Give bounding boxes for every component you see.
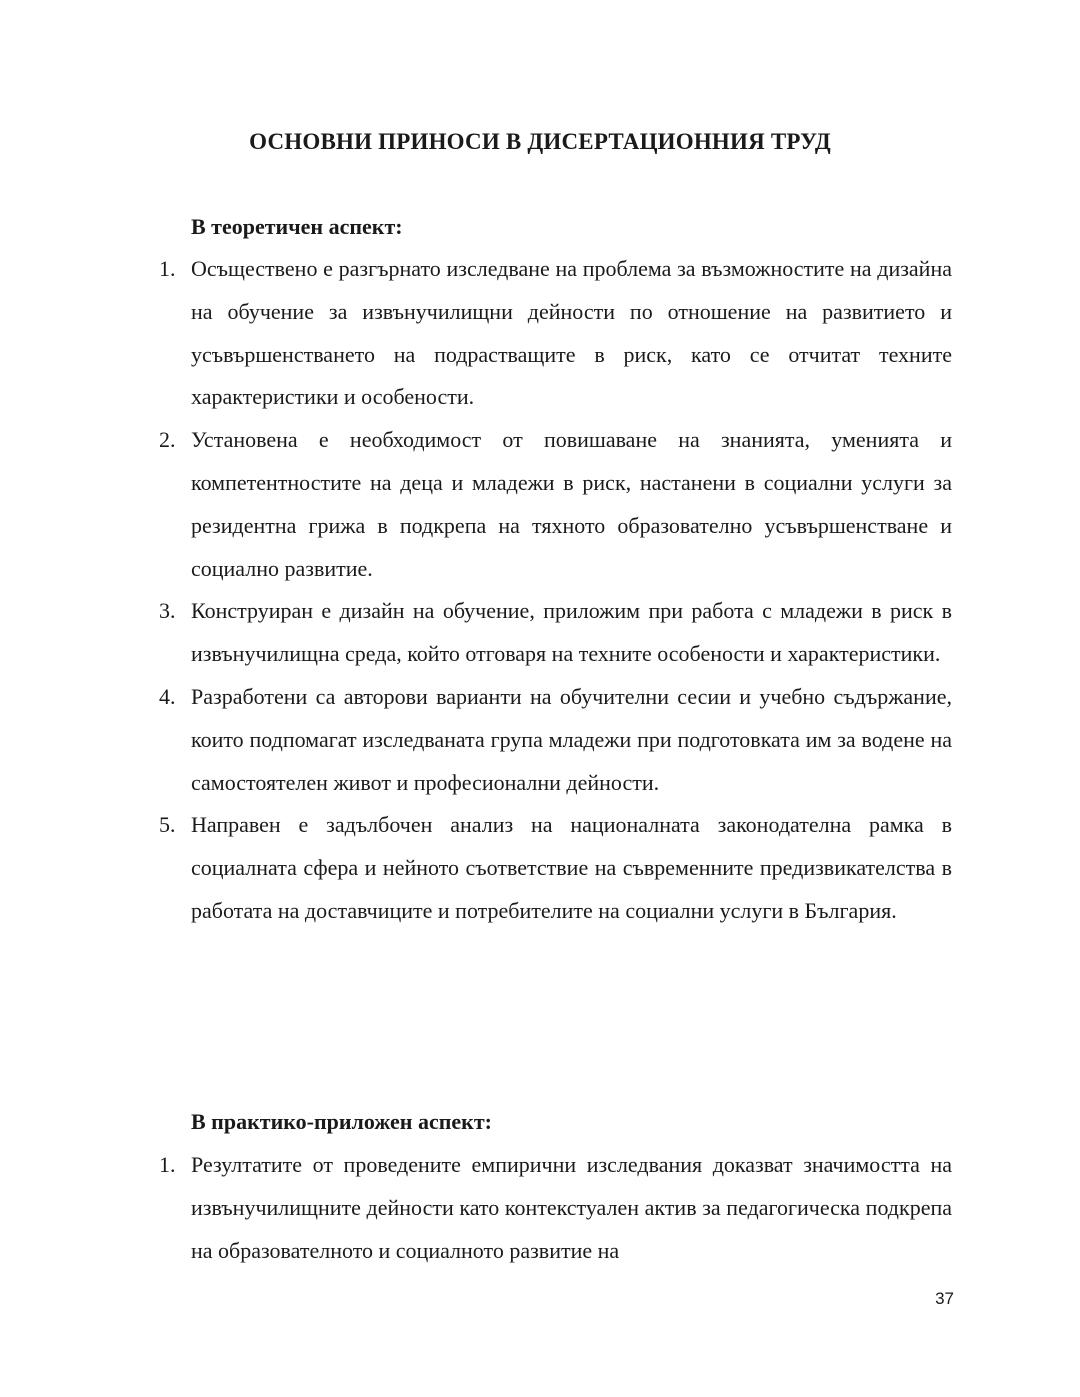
item-text: Осъществено е разгърнато изследване на проблема за възможностите на дизайна на обучение за извънучилищни дейности по отношение на развитието и усъвършенстването на подрастващите в риск, като се отчитат техните характеристики и особености. [191, 256, 952, 410]
item-number: 2. [159, 427, 176, 453]
item-number: 3. [159, 598, 176, 624]
list-item [0, 419, 952, 590]
item-number: 1. [159, 256, 176, 281]
practical-heading: В практико-приложен аспект: [191, 1109, 492, 1134]
theoretical-heading: В теоретичен аспект: [191, 214, 403, 239]
page-number: 37 [935, 1289, 954, 1308]
list-item [0, 248, 952, 419]
item-text: Установена е необходимост от повишаване на знанията, уменията и компетентностите на деца и младежи в риск, настанени в социални услуги за резидентна грижа в подкрепа на тяхното образователно усъвършенстване и социално развитие. [191, 427, 952, 581]
item-number: 1. [159, 1152, 176, 1177]
list-item [0, 1144, 952, 1272]
item-text: Конструиран е дизайн на обучение, приложим при работа с младежи в риск в извънучилищна среда, който отговаря на техните особености и характеристики. [191, 598, 952, 667]
theoretical-list [0, 248, 1080, 933]
item-number: 5. [159, 812, 176, 838]
item-text: Направен е задълбочен анализ на националната законодателна рамка в социалната сфера и нейното съответствие на съвременните предизвикателства в работата на доставчиците и потребителите на социални услуги в България. [191, 812, 952, 923]
list-item [0, 676, 952, 804]
item-text: Разработени са авторови варианти на обучителни сесии и учебно съдържание, които подпомагат изследваната група младежи при подготовката им за водене на самостоятелен живот и професионални дейности. [191, 683, 952, 795]
list-item [0, 590, 952, 676]
item-number: 4. [159, 683, 176, 709]
page-title: ОСНОВНИ ПРИНОСИ В ДИСЕРТАЦИОННИЯ ТРУД [249, 129, 831, 154]
item-text: Резултатите от проведените емпирични изследвания доказват значимостта на извънучилищните дейности като контекстуален актив за педагогическа подкрепа на образователното и социалното развитие на [191, 1152, 952, 1263]
list-item [0, 804, 952, 932]
practical-list [0, 1144, 1080, 1272]
